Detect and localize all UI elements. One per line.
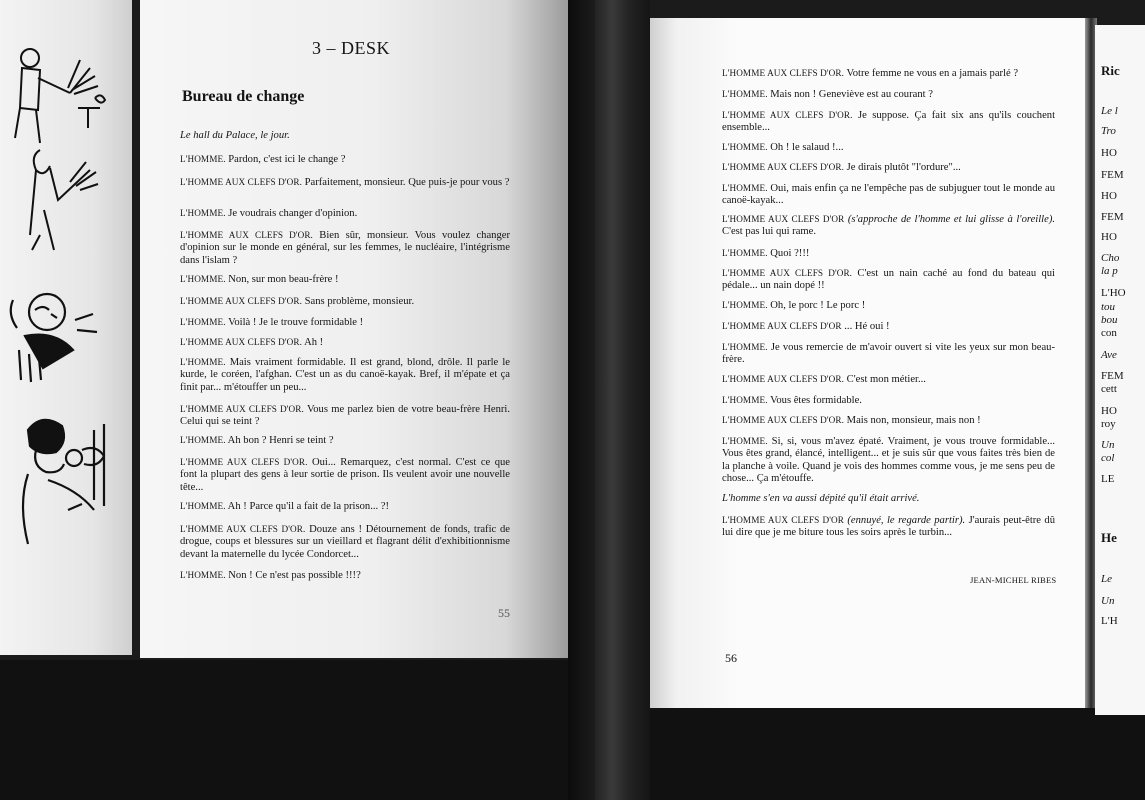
dialogue-line: L'HOMME. Pardon, c'est ici le change ? [180,154,346,165]
fragment-text: bou [1101,314,1118,326]
fragment-text: LE [1101,473,1115,485]
page-number: 55 [498,606,510,620]
bowing-man-illustration [5,280,115,390]
fragment-text: col [1101,452,1115,464]
fragment-text: HO [1101,405,1117,417]
dialogue-line: L'HOMME. Quoi ?!!! [722,248,810,259]
book-spine-shadow [595,0,629,800]
dialogue-line: L'HOMME AUX CLEFS D'OR. Parfaitement, monsieur. Que puis-je pour vous ? [180,177,510,188]
dialogue-line: L'HOMME. Mais non ! Geneviève est au courant ? [722,89,933,100]
chapter-title: 3 – DESK [312,38,391,58]
fragment-text: tou [1101,301,1116,313]
fragment-text: HO [1101,190,1117,202]
dialogue-line: L'HOMME AUX CLEFS D'OR. Votre femme ne vous en a jamais parlé ? [722,68,1019,79]
dialogue-line: L'HOMME AUX CLEFS D'OR. Ah ! [180,337,324,348]
dialogue-line: L'HOMME AUX CLEFS D'OR. Sans problème, monsieur. [180,296,415,307]
dialogue-line: L'HOMME AUX CLEFS D'OR. C'est un nain caché au fond du bateau qui pédale... un nain dopé !! [722,268,1056,292]
fragment-text: roy [1101,418,1116,430]
man-blowing-illustration [8,410,118,550]
dialogue-line: L'HOMME. Si, si, vous m'avez épaté. Vraiment, je vous trouve formidable... Vous êtes grand, élancé, intelligent... et je suis sûr que vous faites très bien de la planche à voile. Quand je vois des hommes comme vous, je me sens peu de chose... Ça m'étouffe. [722,436,1055,485]
dialogue-line: L'HOMME AUX CLEFS D'OR. Oui... Remarquez, c'est normal. C'est ce que font la plupart des gens à leur sortie de prison. Ils veulent avoir une nouvelle tête... [180,457,511,493]
fragment-text: Ave [1101,349,1117,361]
dialogue-line: L'HOMME. Vous êtes formidable. [722,395,862,406]
dialogue-line: L'HOMME. Non ! Ce n'est pas possible !!!? [180,570,361,581]
fragment-text: Cho [1101,252,1120,264]
next-page-fragment [1095,25,1145,715]
dialogue-line: L'HOMME. Mais vraiment formidable. Il est grand, blond, drôle. Il parle le kurde, le coréen, l'afghan. C'est un as du canoë-kayak. Bref, il m'épate et ça finit par... m'étouffer un peu... [180,357,510,393]
fragment-text: HO [1101,231,1117,243]
fragment-text: Un [1101,595,1115,607]
dialogue-line: L'HOMME. Oh ! le salaud !... [722,142,844,153]
dialogue-line: L'HOMME. Voilà ! Je le trouve formidable ! [180,317,364,328]
illustration-margin [0,0,132,655]
dialogue-line: L'HOMME. Oh, le porc ! Le porc ! [722,300,866,311]
fragment-text: cett [1101,383,1117,395]
fragment-text: con [1101,327,1117,339]
dialogue-line: L'HOMME. Non, sur mon beau-frère ! [180,274,339,285]
fragment-text: HO [1101,147,1117,159]
dialogue-line: L'HOMME. Ah bon ? Henri se teint ? [180,435,334,446]
dialogue-line: L'HOMME AUX CLEFS D'OR. Mais non, monsieur, mais non ! [722,415,981,426]
dialogue-line: L'HOMME AUX CLEFS D'OR. Je dirais plutôt "l'ordure"... [722,162,961,173]
fragment-text: Le l [1101,105,1118,117]
fragment-text: He [1101,530,1117,545]
dialogue-line: L'HOMME. Oui, mais enfin ça ne l'empêche pas de subjuguer tout le monde au canoë-kayak... [722,183,1055,207]
dialogue-line: L'HOMME. Je vous remercie de m'avoir ouvert si vite les yeux sur mon beau-frère. [722,342,1056,366]
dialogue-line: L'HOMME AUX CLEFS D'OR. Douze ans ! Détournement de fonds, trafic de drogue, coups et blessures sur un vieillard et flagrant délit d'exhibitionnisme devant la maternelle du lycée Condorcet... [180,524,510,560]
dialogue-line: L'HOMME AUX CLEFS D'OR (ennuyé, le regarde partir). J'aurais peut-être dû lui dire que je me biture tous les soirs après le turbin... [722,515,1056,539]
fragment-text: FEM [1101,169,1124,181]
fragment-text: Le [1101,573,1112,585]
fragment-text: L'HO [1101,287,1126,299]
stage-direction: L'homme s'en va aussi dépité qu'il était arrivé. [722,493,920,504]
dialogue-line: L'HOMME AUX CLEFS D'OR. Bien sûr, monsieur. Vous voulez changer d'opinion sur le monde en général, sur les femmes, le nucléaire, l'intégrisme dans l'islam ? [180,230,511,266]
dialogue-line: L'HOMME AUX CLEFS D'OR (s'approche de l'homme et lui glisse à l'oreille). C'est pas lui qui rame. [722,214,1056,238]
stage-direction: Le hall du Palace, le jour. [180,130,290,141]
dialogue-line: L'HOMME. Ah ! Parce qu'il a fait de la prison... ?! [180,501,390,512]
fragment-text: FEM [1101,370,1124,382]
man-with-cloth-illustration [10,140,110,260]
page-number: 56 [725,651,737,665]
author-signature: JEAN-MICHEL RIBES [970,575,1057,585]
dialogue-line: L'HOMME AUX CLEFS D'OR. Vous me parlez bien de votre beau-frère Henri. Celui qui se teint ? [180,404,510,428]
section-title: Bureau de change [182,88,305,105]
fragment-text: Tro [1101,125,1116,137]
dialogue-line: L'HOMME AUX CLEFS D'OR ... Hé oui ! [722,321,890,332]
dialogue-line: L'HOMME AUX CLEFS D'OR. Je suppose. Ça fait six ans qu'ils couchent ensemble... [722,110,1056,134]
dialogue-line: L'HOMME. Je voudrais changer d'opinion. [180,208,358,219]
fragment-text: la p [1101,265,1118,277]
fragment-text: Un [1101,439,1115,451]
fragment-text: Ric [1101,63,1120,78]
fragment-text: FEM [1101,211,1124,223]
fragment-text: L'H [1101,615,1118,627]
dialogue-line: L'HOMME AUX CLEFS D'OR. C'est mon métier... [722,374,926,385]
